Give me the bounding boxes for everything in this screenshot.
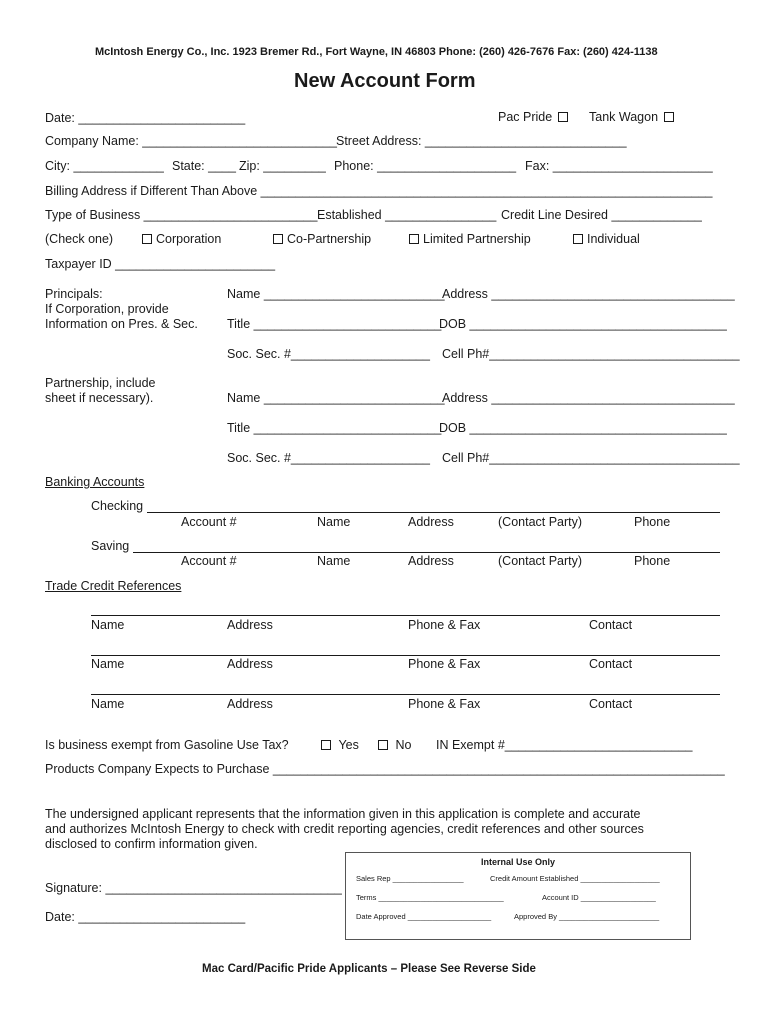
limited-partnership-checkbox[interactable] — [409, 234, 419, 244]
limited-partnership-label: Limited Partnership — [423, 232, 531, 246]
individual-label: Individual — [587, 232, 640, 246]
trade-ref-3-line[interactable] — [91, 694, 720, 695]
copartnership-label: Co-Partnership — [287, 232, 372, 246]
tank-wagon-option[interactable] — [589, 110, 678, 124]
phone-field[interactable]: Phone: ____________________ — [334, 159, 517, 173]
copartnership-option[interactable] — [271, 232, 371, 246]
principals-note: If Corporation, provide — [45, 302, 169, 316]
saving-col-contact: (Contact Party) — [498, 554, 583, 568]
saving-col-address: Address — [408, 554, 454, 568]
trade-ref-2-col-phone: Phone & Fax — [408, 657, 481, 671]
checking-col-address: Address — [408, 515, 454, 529]
approved-by-field[interactable]: Approved By ________________________ — [514, 912, 660, 921]
checking-col-contact: (Contact Party) — [498, 515, 583, 529]
individual-option[interactable] — [571, 232, 640, 246]
trade-ref-1-line[interactable] — [91, 615, 720, 616]
trade-ref-3-col-phone: Phone & Fax — [408, 697, 481, 711]
date-field[interactable]: Date: ________________________ — [45, 111, 246, 125]
banking-accounts-heading: Banking Accounts — [45, 475, 145, 489]
saving-col-name: Name — [317, 554, 351, 568]
limited-partnership-option[interactable] — [407, 232, 531, 246]
gas-tax-yes-label: Yes — [338, 738, 359, 752]
saving-col-account: Account # — [181, 554, 237, 568]
corporation-label: Corporation — [156, 232, 222, 246]
trade-ref-1-col-phone: Phone & Fax — [408, 618, 481, 632]
trade-ref-2-col-address: Address — [227, 657, 273, 671]
principal-2-ssn-field[interactable]: Soc. Sec. #____________________ — [227, 451, 430, 465]
principal-1-name-field[interactable]: Name __________________________ — [227, 287, 445, 301]
principals-label: Principals: — [45, 287, 103, 301]
company-name-field[interactable]: Company Name: ____________________________ — [45, 134, 337, 148]
corporation-option[interactable] — [140, 232, 221, 246]
taxpayer-id-field[interactable]: Taxpayer ID _______________________ — [45, 257, 276, 271]
account-id-field[interactable]: Account ID __________________ — [542, 893, 656, 902]
trade-ref-3-col-contact: Contact — [589, 697, 633, 711]
principal-2-address-field[interactable]: Address ___________________________________ — [442, 391, 735, 405]
gas-tax-no-option[interactable] — [376, 738, 411, 752]
billing-address-field[interactable]: Billing Address if Different Than Above _________________________________________________________________ — [45, 184, 713, 198]
statement-line-2: and authorizes McIntosh Energy to check with credit reporting agencies, credit references and other sources — [45, 822, 644, 836]
pac-pride-checkbox[interactable] — [558, 112, 568, 122]
credit-line-field[interactable]: Credit Line Desired _____________ — [501, 208, 702, 222]
trade-ref-3-col-address: Address — [227, 697, 273, 711]
form-title: New Account Form — [294, 70, 476, 92]
principal-1-ssn-field[interactable]: Soc. Sec. #____________________ — [227, 347, 430, 361]
trade-ref-3-col-name: Name — [91, 697, 125, 711]
signature-field[interactable]: Signature: __________________________________ — [45, 881, 342, 895]
trade-ref-2-line[interactable] — [91, 655, 720, 656]
internal-use-box — [345, 852, 691, 940]
signature-date-field[interactable]: Date: ________________________ — [45, 910, 246, 924]
trade-ref-1-col-address: Address — [227, 618, 273, 632]
check-one-label: (Check one) — [45, 232, 114, 246]
trade-ref-2-col-contact: Contact — [589, 657, 633, 671]
partnership-note-2: sheet if necessary). — [45, 391, 154, 405]
tank-wagon-label: Tank Wagon — [589, 110, 659, 124]
company-header: McIntosh Energy Co., Inc. 1923 Bremer Rd., Fort Wayne, IN 46803 Phone: (260) 426-7676 Fax: (260) 424-1138 — [95, 46, 658, 58]
principal-1-title-field[interactable]: Title ___________________________ — [227, 317, 442, 331]
checking-col-account: Account # — [181, 515, 237, 529]
principal-1-cell-field[interactable]: Cell Ph#____________________________________ — [442, 347, 740, 361]
principal-1-address-field[interactable]: Address ___________________________________ — [442, 287, 735, 301]
copartnership-checkbox[interactable] — [273, 234, 283, 244]
products-field[interactable]: Products Company Expects to Purchase _________________________________________________________________ — [45, 762, 725, 776]
trade-credit-heading: Trade Credit References — [45, 579, 182, 593]
trade-ref-2-col-name: Name — [91, 657, 125, 671]
principal-2-cell-field[interactable]: Cell Ph#____________________________________ — [442, 451, 740, 465]
street-address-field[interactable]: Street Address: _____________________________ — [336, 134, 627, 148]
saving-label: Saving — [91, 539, 130, 553]
in-exempt-field[interactable]: IN Exempt #___________________________ — [436, 738, 693, 752]
gas-tax-yes-option[interactable] — [319, 738, 359, 752]
terms-field[interactable]: Terms ______________________________ — [356, 893, 504, 902]
principal-2-title-field[interactable]: Title ___________________________ — [227, 421, 442, 435]
statement-line-3: disclosed to confirm information given. — [45, 837, 258, 851]
zip-field[interactable]: Zip: _________ — [239, 159, 326, 173]
saving-col-phone: Phone — [634, 554, 671, 568]
checking-line[interactable] — [147, 512, 720, 513]
trade-ref-1-col-contact: Contact — [589, 618, 633, 632]
pac-pride-option[interactable] — [498, 110, 572, 124]
credit-amount-field[interactable]: Credit Amount Established ___________________ — [490, 874, 660, 883]
principal-2-dob-field[interactable]: DOB _____________________________________ — [439, 421, 727, 435]
type-of-business-field[interactable]: Type of Business _________________________ — [45, 208, 318, 222]
gas-tax-no-label: No — [395, 738, 412, 752]
pac-pride-label: Pac Pride — [498, 110, 553, 124]
tank-wagon-checkbox[interactable] — [664, 112, 674, 122]
date-approved-field[interactable]: Date Approved ____________________ — [356, 912, 492, 921]
saving-line[interactable] — [133, 552, 720, 553]
sales-rep-field[interactable]: Sales Rep _________________ — [356, 874, 464, 883]
reverse-side-note: Mac Card/Pacific Pride Applicants – Please See Reverse Side — [202, 963, 536, 975]
principal-2-name-field[interactable]: Name __________________________ — [227, 391, 445, 405]
trade-ref-1-col-name: Name — [91, 618, 125, 632]
city-field[interactable]: City: _____________ — [45, 159, 164, 173]
corporation-checkbox[interactable] — [142, 234, 152, 244]
checking-col-phone: Phone — [634, 515, 671, 529]
fax-field[interactable]: Fax: _______________________ — [525, 159, 713, 173]
gas-tax-yes-checkbox[interactable] — [321, 740, 331, 750]
checking-label: Checking — [91, 499, 144, 513]
principal-1-dob-field[interactable]: DOB _____________________________________ — [439, 317, 727, 331]
state-field[interactable]: State: ____ — [172, 159, 236, 173]
principals-note-2: Information on Pres. & Sec. — [45, 317, 198, 331]
checking-col-name: Name — [317, 515, 351, 529]
gas-tax-question: Is business exempt from Gasoline Use Tax? — [45, 738, 289, 752]
individual-checkbox[interactable] — [573, 234, 583, 244]
gas-tax-no-checkbox[interactable] — [378, 740, 388, 750]
established-field[interactable]: Established ________________ — [317, 208, 497, 222]
internal-use-title: Internal Use Only — [480, 857, 556, 867]
statement-line-1: The undersigned applicant represents that the information given in this application is complete and accurate — [45, 807, 641, 821]
partnership-note: Partnership, include — [45, 376, 156, 390]
